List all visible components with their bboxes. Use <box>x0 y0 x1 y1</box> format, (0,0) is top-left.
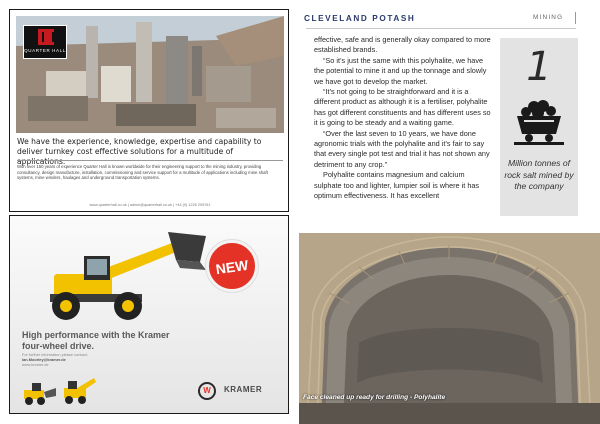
quarter-hall-logo <box>23 25 67 59</box>
telehandler-illustration <box>30 228 210 323</box>
kramer-logo: KRAMER <box>224 385 263 394</box>
header-divider <box>306 28 576 29</box>
article-paragraph: effective, safe and is generally okay compared to more established brands. <box>314 35 491 55</box>
photo-caption: Face cleaned up ready for drilling - Polyhalite <box>303 394 446 401</box>
article-paragraph: “So it’s just the same with this polyhalite, we have the potential to mine it and up the tonnage and slowly we have got to develop the market. <box>314 55 487 86</box>
kramer-contact-info <box>22 352 192 368</box>
mine-cart-icon <box>514 96 564 146</box>
article-paragraph: “Over the last seven to 10 years, we have done agronomic trials with the polyhalite and it’s fair to say that every single pot test and trial it has not shown any detriment to any crop.” <box>314 128 490 169</box>
quarter-hall-logo-mark <box>38 29 54 45</box>
kramer-info-web[interactable]: www.kramer.de <box>22 362 49 368</box>
wacker-neuson-logo-mark: W <box>203 386 211 395</box>
wacker-neuson-logo <box>198 382 216 400</box>
kramer-info-label: For further information please contact: <box>22 352 88 357</box>
quarter-hall-advert <box>9 9 289 212</box>
tunnel-face-photo <box>299 233 600 424</box>
kramer-advert <box>9 215 289 414</box>
fact-caption: Million tonnes of rock salt mined by the company <box>504 158 574 191</box>
quarter-hall-body: With over 150 years of experience Quarter Hall is known worldwide for their engineering support to the mining industry, providing consultancy, design manufacture, installation, commissioning and service support for a multitude of applications including mine shaft systems, mine winders, haulages and underground transportation systems. <box>17 164 268 181</box>
article-text <box>314 35 494 202</box>
quarter-hall-contact[interactable]: www.quarterhall.co.uk | admin@quarterhall.co.uk | +44 (0) 1226 205761 <box>89 203 211 207</box>
quarter-hall-logo-text: QUARTER HALL <box>24 48 66 53</box>
kramer-headline: High performance with the Kramer four-wheel drive. <box>22 330 170 351</box>
quarter-hall-divider <box>17 160 283 161</box>
quarter-hall-tagline: We have the experience, knowledge, expertise and capability to deliver turnkey cost effective solutions for a multitude of applications. <box>17 137 262 166</box>
section-tick <box>575 12 576 24</box>
fact-box <box>500 38 578 216</box>
kramer-info-email[interactable]: lan.Moorley@kramer.de <box>22 357 66 363</box>
industrial-plant-photo <box>16 16 284 133</box>
section-label: MINING <box>533 14 564 21</box>
small-loaders-illustration <box>22 376 102 408</box>
page-title: CLEVELAND POTASH <box>304 14 416 23</box>
fact-number: 1 <box>526 44 552 90</box>
new-badge-label: NEW <box>214 256 250 278</box>
article-paragraph: “It’s not going to be straightforward and it is a different product as although it is a fertiliser, polyhalite has got different constituents and has different uses so it is going to be steady and a waiting game. <box>314 87 491 128</box>
article-paragraph: Polyhalite contains magnesium and calcium sulphate too and lighter, lumpier soil is where it has optimum effectiveness. It has excellent <box>314 170 480 201</box>
new-badge <box>206 240 258 292</box>
